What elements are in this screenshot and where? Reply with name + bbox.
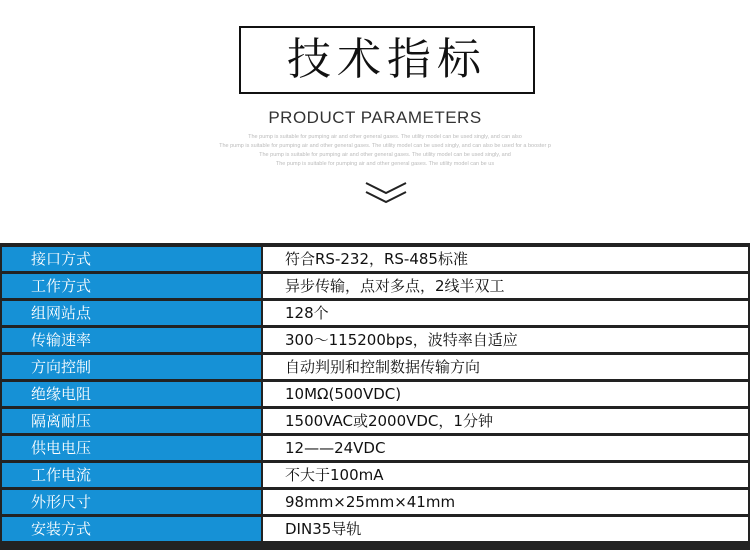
double-chevron-down-icon bbox=[364, 180, 408, 206]
param-value: 128个 bbox=[263, 301, 748, 325]
table-row bbox=[2, 355, 748, 379]
table-row bbox=[2, 274, 748, 298]
param-label: 供电电压 bbox=[2, 436, 261, 460]
param-value: 异步传输，点对多点，2线半双工 bbox=[263, 274, 748, 298]
table-row bbox=[2, 409, 748, 433]
param-value: 符合RS-232，RS-485标准 bbox=[263, 247, 748, 271]
param-value: 自动判别和控制数据传输方向 bbox=[263, 355, 748, 379]
param-value: 12——24VDC bbox=[263, 436, 748, 460]
filler-text bbox=[200, 133, 570, 169]
header-section bbox=[0, 0, 750, 225]
param-value: 98mm×25mm×41mm bbox=[263, 490, 748, 514]
param-label: 隔离耐压 bbox=[2, 409, 261, 433]
param-label: 方向控制 bbox=[2, 355, 261, 379]
param-value: 10MΩ(500VDC) bbox=[263, 382, 748, 406]
filler-line: The pump is suitable for pumping air and other general gases. The utility model can be us bbox=[275, 161, 495, 167]
subtitle: PRODUCT PARAMETERS bbox=[268, 108, 482, 127]
filler-line: The pump is suitable for pumping air and other general gases. The utility model can be used singly, and bbox=[259, 152, 511, 158]
table-row bbox=[2, 328, 748, 352]
param-value: 300～115200bps，波特率自适应 bbox=[263, 328, 748, 352]
param-label: 绝缘电阻 bbox=[2, 382, 261, 406]
param-value: 1500VAC或2000VDC，1分钟 bbox=[263, 409, 748, 433]
table-row bbox=[2, 436, 748, 460]
param-label: 工作电流 bbox=[2, 463, 261, 487]
filler-line: The pump is suitable for pumping air and other general gases. The utility model can be used singly, and can also be used for a booster p bbox=[219, 143, 551, 149]
param-label: 传输速率 bbox=[2, 328, 261, 352]
param-value: DIN35导轨 bbox=[263, 517, 748, 541]
table-row bbox=[2, 463, 748, 487]
page-title: 技术指标 bbox=[287, 34, 487, 85]
param-label: 接口方式 bbox=[2, 247, 261, 271]
param-value: 不大于100mA bbox=[263, 463, 748, 487]
filler-line: The pump is suitable for pumping air and other general gases. The utility model can be used singly, and can also bbox=[248, 134, 522, 140]
table-row bbox=[2, 247, 748, 271]
title-box bbox=[239, 26, 535, 94]
param-label: 安装方式 bbox=[2, 517, 261, 541]
table-row bbox=[2, 490, 748, 514]
table-row bbox=[2, 382, 748, 406]
param-label: 外形尺寸 bbox=[2, 490, 261, 514]
param-label: 组网站点 bbox=[2, 301, 261, 325]
table-row bbox=[2, 301, 748, 325]
parameters-table bbox=[0, 243, 750, 550]
table-row bbox=[2, 517, 748, 541]
param-label: 工作方式 bbox=[2, 274, 261, 298]
